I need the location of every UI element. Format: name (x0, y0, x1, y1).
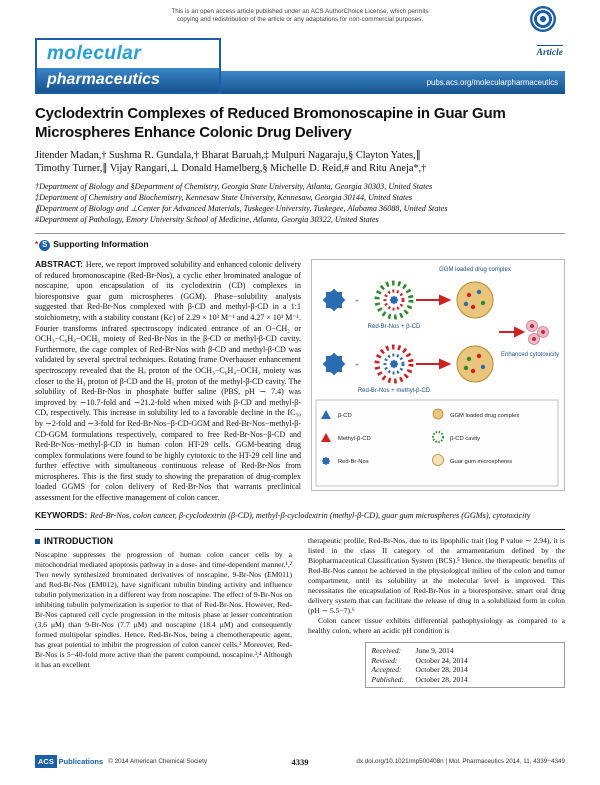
doi-line[interactable]: dx.doi.org/10.1021/mp500408n | Mol. Pharmaceutics 2014, 11, 4339−4349 (356, 758, 565, 765)
page-title: Cyclodextrin Complexes of Reduced Bromonoscapine in Guar Gum Microspheres Enhance Colonic Drug Delivery (35, 105, 506, 141)
authors-line-2: Timothy Turner,∥ Vijay Rangari,⊥ Donald Hamelberg,§ Michelle D. Reid,# and Ritu Aneja*,† (35, 163, 427, 174)
arrow-icon (416, 360, 449, 368)
journal-logo (35, 38, 221, 94)
row2-label: Red-Br-Nos + methyl-β-CD (357, 388, 431, 394)
section-title: INTRODUCTION (44, 536, 113, 547)
plus-sign: + (355, 299, 359, 305)
ggm-sphere-icon (457, 346, 493, 382)
journal-url-link[interactable]: pubs.acs.org/molecularpharmaceutics (426, 78, 558, 87)
acs-publications-logo[interactable] (35, 757, 103, 766)
date-label: Received: (371, 646, 402, 656)
beta-cd-ring-icon (377, 283, 411, 317)
affiliation-line: ‡Department of Chemistry and Biochemistry, Kennesaw State University, Kennesaw, Georgia 30144, United States (35, 193, 413, 202)
date-value: June 9, 2014 (415, 646, 454, 656)
copyright-text: © 2014 American Chemical Society (108, 758, 207, 765)
abstract-text: Here, we report improved solubility and enhanced colonic delivery of reduced bromonoscapine (Red-Br-Nos), a cyclic ether brominated analogue of noscapine, upon encapsulation of its cyclodextrin (CD) complexes in bioresponsive guar gum microspheres (GGM). Phase−solubility analysis suggested that Red-Br-Nos complexed with β-CD and methyl-β-CD in a 1:1 stoichiometry, with a stability constant (Kc) of 2.29 × 10³ M⁻¹ and 4.27 × 10³ M⁻¹. Fourier transforms infrared spectroscopy indicated entrance of an O−CH₂ or OCH₃−C₆H₄−OCH₃ moiety of Red-Br-Nos in the β-CD or methyl-β-CD cavity. Furthermore, the cage complex of Red-Br-Nos with β-CD and methyl-β-CD was validated by several spectral techniques. Rotating frame Overhauser enhancement spectroscopy revealed that the Hₐ proton of the OCH₃−C₆H₄−OCH₃ moiety was closer to the H₃ proton of β-CD and the H₅ proton of the methyl-β-CD cavity. The solubility of Red-Br-Nos in phosphate buffer saline (PBS, pH ∼ 7.4) was improved by ∼10.7-fold and ∼21.2-fold when mixed with β-CD and methyl-β-CD, respectively. This increase in solubility led to a favorable decline in the IC₅₀ by ∼2-fold and ∼3-fold for Red-Br-Nos−β-CD-GGM and Red-Br-Nos−methyl-β-CD-GGM formulations respectively, compared to free Red-Br-Nos−β-CD and Red-Br-Nos−methyl-β-CD in human colon HT-29 cells. GGM-bearing drug complex formulations were found to be highly cytotoxic to the HT-29 cell line and further effective with simultaneous continuous release of Red-Br-Nos from microspheres. This is the first study to showing the preparation of drug-complex loaded GGMS for colon delivery of Red-Br-Nos that warrants preclinical assessment for the effective management of colon cancer. (35, 260, 301, 503)
acs-logo-text: Publications (58, 757, 104, 766)
supporting-info-label: Supporting Information (53, 239, 149, 249)
graphical-abstract (311, 259, 565, 491)
legend-item: GGM loaded drug complex (450, 413, 520, 419)
date-row (372, 675, 558, 685)
arrow-icon (499, 328, 523, 336)
left-column (35, 536, 292, 712)
date-value: October 24, 2014 (415, 655, 468, 665)
legend-item: Guar gum microspheres (450, 459, 513, 465)
intro-paragraph-2: therapeutic profile, Red-Br-Nos, due to its lipophilic trait (log P value ∼ 2.94), it is listed in the class II category of the armamentarium defined by the Biopharmaceutical Classification System (BCS).⁵ Hence, the therapeutic benefits of Red-Br-Nos cannot be achieved in the physiological milieu of the colon and tumor compartment, until its solubility at the molecular level is improved. This necessitates the encapsulation of Red-Br-Nos in a bioresponsive, smart oral drug delivery system that can facilitate the release of drug in a solubilized form in colon (pH ∼ 5.5−7).⁶ (308, 536, 565, 616)
article-history-box (365, 642, 565, 688)
affiliation-line: ∥Department of Biology and ⊥Center for Advanced Materials, Tuskegee University, Tuskegee, Alabama 36088, United States (35, 204, 448, 213)
arrow-icon (416, 296, 449, 304)
date-row (372, 656, 558, 666)
outcome-label: Enhanced cytotoxicity (500, 352, 560, 358)
ggm-label: GGM loaded drug complex (439, 267, 511, 273)
date-value: October 28, 2014 (415, 674, 468, 684)
legend-item: Red-Br-Nos (338, 459, 369, 465)
date-label: Accepted: (371, 665, 402, 675)
date-row (372, 665, 558, 675)
author-list (35, 149, 565, 175)
authors-line-1: Jitender Madan,† Sushma R. Gundala,† Bharat Baruah,‡ Mulpuri Nagaraju,§ Clayton Yates,∥ (35, 150, 421, 161)
supporting-information-link[interactable] (35, 233, 565, 251)
right-column (308, 536, 565, 712)
affiliations (35, 181, 565, 225)
red-br-nos-star-icon (323, 289, 346, 312)
date-value: October 28, 2014 (415, 665, 468, 675)
ggm-sphere-icon (457, 282, 493, 318)
page-footer (35, 755, 565, 775)
supporting-asterisk: * (35, 240, 39, 249)
legend-star-icon (322, 457, 331, 466)
journal-header (35, 38, 565, 94)
plus-sign: + (355, 363, 359, 369)
two-column-text (35, 536, 565, 712)
intro-paragraph-1: Noscapine suppresses the progression of human colon cancer cells by a mitochondrial mediated apoptosis pathway in a dose- and time-dependent manner.¹,² Two newly synthesized brominated derivatives of noscapine, 9-Br-Nos (EM011) and Red-Br-Nos (EM012), have significant tubulin binding activity and influence tubulin polymerization in a different way from noscapine. The effect of 9-Br-Nos on inhibiting tubulin polymerization is superior to that of Red-Br-Nos. However, Red-Br-Nos captured cell cycle progression in the mitosis phase at lesser concentration (3.6 μM) than 9-Br-Nos (7.7 μM) and noscapine (18.4 μM) and consequently formed multipolar spindles. Hence, Red-Br-Nos, being a chemotherapeutic agent, has great potential to inhibit the progression of colon cancer cells.³ Moreover, Red-Br-Nos is 5−40-fold more active than the parent compound, noscapine.³,⁴ Although it has an excellent (35, 550, 292, 670)
cancer-cells-icon (527, 321, 549, 345)
journal-logo-line1: molecular (47, 43, 142, 64)
supporting-info-icon: S (39, 240, 50, 251)
figure-legend (316, 400, 558, 486)
legend-item: β-CD (338, 413, 352, 419)
open-access-notice: This is an open access article published under an ACS AuthorChoice License, which permits copying and redistribution of the article or any adaptations for non-commercial purposes. (171, 8, 429, 24)
keywords-label: KEYWORDS: (35, 509, 88, 520)
row1-label: Red-Br-Nos + β-CD (367, 324, 421, 330)
acs-logo-box: ACS (35, 755, 57, 768)
red-br-nos-star-icon (323, 353, 346, 376)
affiliation-line: #Department of Pathology, Emory University School of Medicine, Atlanta, Georgia 30322, United States (35, 215, 379, 224)
affiliation-line: †Department of Biology and §Department of Chemistry, Georgia State University, Atlanta, Georgia 30303, United States (35, 182, 433, 191)
article-body (35, 104, 565, 752)
date-label: Published: (371, 674, 405, 684)
section-heading-introduction (35, 536, 292, 546)
journal-logo-line2: pharmaceutics (37, 68, 219, 92)
legend-item: Methyl-β-CD (338, 436, 371, 442)
keywords-section (35, 504, 565, 522)
acs-authorchoice-logo (530, 6, 556, 32)
keywords-text: Red-Br-Nos, colon cancer, β-cyclodextrin (β-CD), methyl-β-cyclodextrin (methyl-β-CD), guar gum microspheres (GGMs), cytotoxicity (90, 510, 531, 520)
article-type-label: Article (537, 45, 563, 58)
publisher-block (35, 757, 207, 766)
date-row (372, 646, 558, 656)
date-label: Revised: (371, 655, 398, 665)
abstract-label: ABSTRACT: (35, 259, 83, 269)
methyl-beta-cd-ring-icon (377, 347, 411, 381)
section-divider (35, 529, 565, 530)
graphical-abstract-figure (312, 260, 564, 490)
legend-item: β-CD cavity (450, 436, 481, 442)
intro-paragraph-3: Colon cancer tissue exhibits differential pathophysiology as compared to a healthy colon, where an acidic pH condition is (308, 616, 565, 636)
page-number: 4339 (291, 757, 309, 767)
abstract-section (35, 259, 565, 504)
section-marker-icon (35, 539, 40, 544)
